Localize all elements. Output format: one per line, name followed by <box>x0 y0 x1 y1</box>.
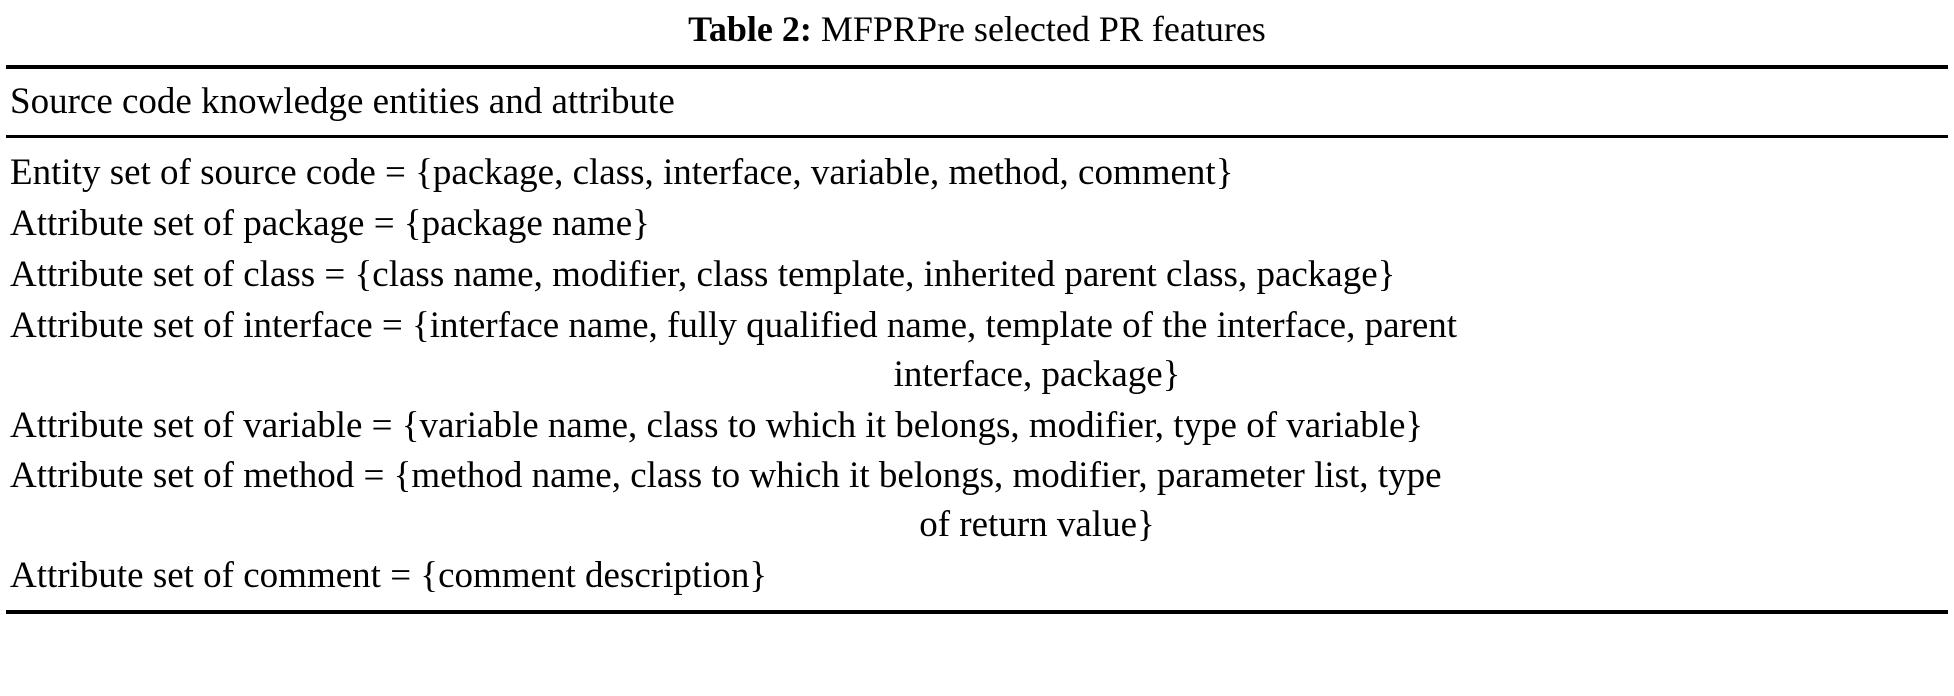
table-row <box>10 250 1944 301</box>
table-row <box>10 301 1944 401</box>
table-row <box>10 401 1944 452</box>
table-row-text: Entity set of source code = {package, class, interface, variable, method, comment} <box>10 152 1234 194</box>
table-row <box>10 199 1944 250</box>
table-row-text: Attribute set of comment = {comment description} <box>10 555 768 597</box>
table-row <box>10 451 1944 551</box>
table-row-text: Attribute set of variable = {variable name, class to which it belongs, modifier, type of variable} <box>10 404 1424 446</box>
table-row-text: Attribute set of package = {package name} <box>10 203 650 245</box>
table-row-text: Attribute set of method = {method name, class to which it belongs, modifier, parameter list, type <box>10 455 1442 497</box>
table-row-text: Attribute set of interface = {interface name, fully qualified name, template of the interface, parent <box>10 304 1458 346</box>
table-header-cell: Source code knowledge entities and attribute <box>10 81 675 123</box>
table-body <box>6 138 1948 609</box>
table-row-text: Attribute set of class = {class name, modifier, class template, inherited parent class, package} <box>10 254 1396 296</box>
table-row-text-continued: interface, package} <box>893 353 1181 395</box>
table-caption <box>6 0 1948 65</box>
table-bottom-rule <box>6 610 1948 614</box>
table-row <box>10 148 1944 199</box>
table-caption-text: MFPRPre selected PR features <box>820 9 1266 49</box>
table-row <box>10 551 1944 602</box>
table-row-text-continued: of return value} <box>919 504 1155 546</box>
table-caption-label: Table 2: <box>688 9 812 49</box>
